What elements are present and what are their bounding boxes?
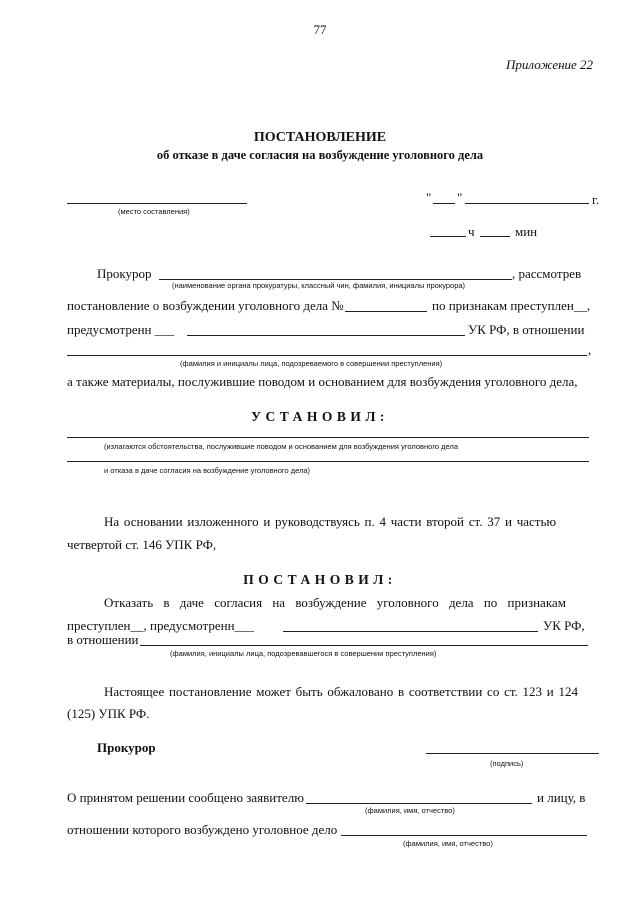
suspect-caption: (фамилия и инициалы лица, подозреваемого в совершении преступления) — [180, 359, 443, 368]
signature-line[interactable] — [426, 753, 599, 754]
established-caption-2: и отказа в даче согласия на возбуждение уголовного дела) — [104, 466, 311, 475]
date-month-line[interactable] — [465, 203, 589, 204]
crime-suffix: УК РФ, — [543, 618, 585, 633]
notified-text: О принятом решении сообщено заявителю — [67, 790, 304, 805]
appeal-line-2: (125) УПК РФ. — [67, 706, 150, 721]
place-caption: (место составления) — [118, 207, 190, 216]
considered-text: , рассмотрев — [512, 266, 582, 281]
fio-caption-1: (фамилия, имя, отчество) — [365, 806, 455, 815]
applicant-line[interactable] — [306, 803, 532, 804]
prosecutor-line[interactable] — [159, 279, 512, 280]
ruling-suffix: по признакам преступлен__, — [432, 298, 591, 313]
document-title: ПОСТАНОВЛЕНИЕ — [253, 130, 387, 145]
crime-article-line[interactable] — [283, 631, 538, 632]
person-line[interactable] — [341, 835, 587, 836]
year-suffix: г. — [592, 192, 600, 207]
hour-label: ч — [468, 224, 475, 239]
date-day-line[interactable] — [433, 203, 455, 204]
prosecutor-label: Прокурор — [97, 266, 152, 281]
crime-prefix: преступлен__, предусмотренн___ — [67, 618, 255, 633]
article-line[interactable] — [187, 335, 465, 336]
established-line-1[interactable] — [67, 437, 589, 438]
document-subtitle: об отказе в даче согласия на возбуждение уголовного дела — [156, 148, 484, 162]
established-heading: УСТАНОВИЛ: — [251, 409, 389, 424]
provided-suffix: УК РФ, в отношении — [468, 322, 585, 337]
case-text: отношении которого возбуждено уголовное дело — [67, 822, 338, 837]
minute-line[interactable] — [480, 236, 510, 237]
hour-line[interactable] — [430, 236, 466, 237]
regarding-label: в отношении — [67, 632, 139, 647]
established-caption-1: (излагаются обстоятельства, послужившие поводом и основанием для возбуждения уголовного дела — [104, 442, 458, 451]
ruling-number-line[interactable] — [345, 311, 427, 312]
prosecutor-caption: (наименование органа прокуратуры, классный чин, фамилия, инициалы прокурора) — [172, 281, 466, 290]
date-quote-open: " — [426, 190, 432, 205]
regarding-line[interactable] — [140, 645, 588, 646]
provided-prefix: предусмотренн ___ — [67, 322, 175, 337]
refuse-line: Отказать в даче согласия на возбуждение уголовного дела по признакам — [104, 595, 566, 610]
date-quote-close: " — [457, 190, 463, 205]
page-number: 77 — [313, 22, 327, 37]
suspect-caption-2: (фамилия, инициалы лица, подозревавшегося в совершении преступления) — [170, 649, 437, 658]
established-line-2[interactable] — [67, 461, 589, 462]
comma: , — [588, 342, 592, 357]
minute-label: мин — [515, 224, 538, 239]
signature-caption: (подпись) — [490, 759, 524, 768]
appendix-label: Приложение 22 — [506, 57, 594, 72]
basis-line-1: На основании изложенного и руководствуясь п. 4 части второй ст. 37 и частью — [104, 514, 557, 529]
fio-caption-2: (фамилия, имя, отчество) — [403, 839, 493, 848]
ruling-prefix: постановление о возбуждении уголовного дела № — [67, 298, 344, 313]
resolved-heading: ПОСТАНОВИЛ: — [243, 572, 397, 587]
basis-line-2: четвертой ст. 146 УПК РФ, — [67, 537, 217, 552]
suspect-line[interactable] — [67, 355, 587, 356]
materials-text: а также материалы, послужившие поводом и основанием для возбуждения уголовного дела, — [67, 374, 578, 389]
appeal-line-1: Настоящее постановление может быть обжаловано в соответствии со ст. 123 и 124 — [104, 684, 579, 699]
signature-label: Прокурор — [97, 740, 156, 755]
place-line[interactable] — [67, 203, 247, 204]
notified-suffix: и лицу, в — [537, 790, 586, 805]
